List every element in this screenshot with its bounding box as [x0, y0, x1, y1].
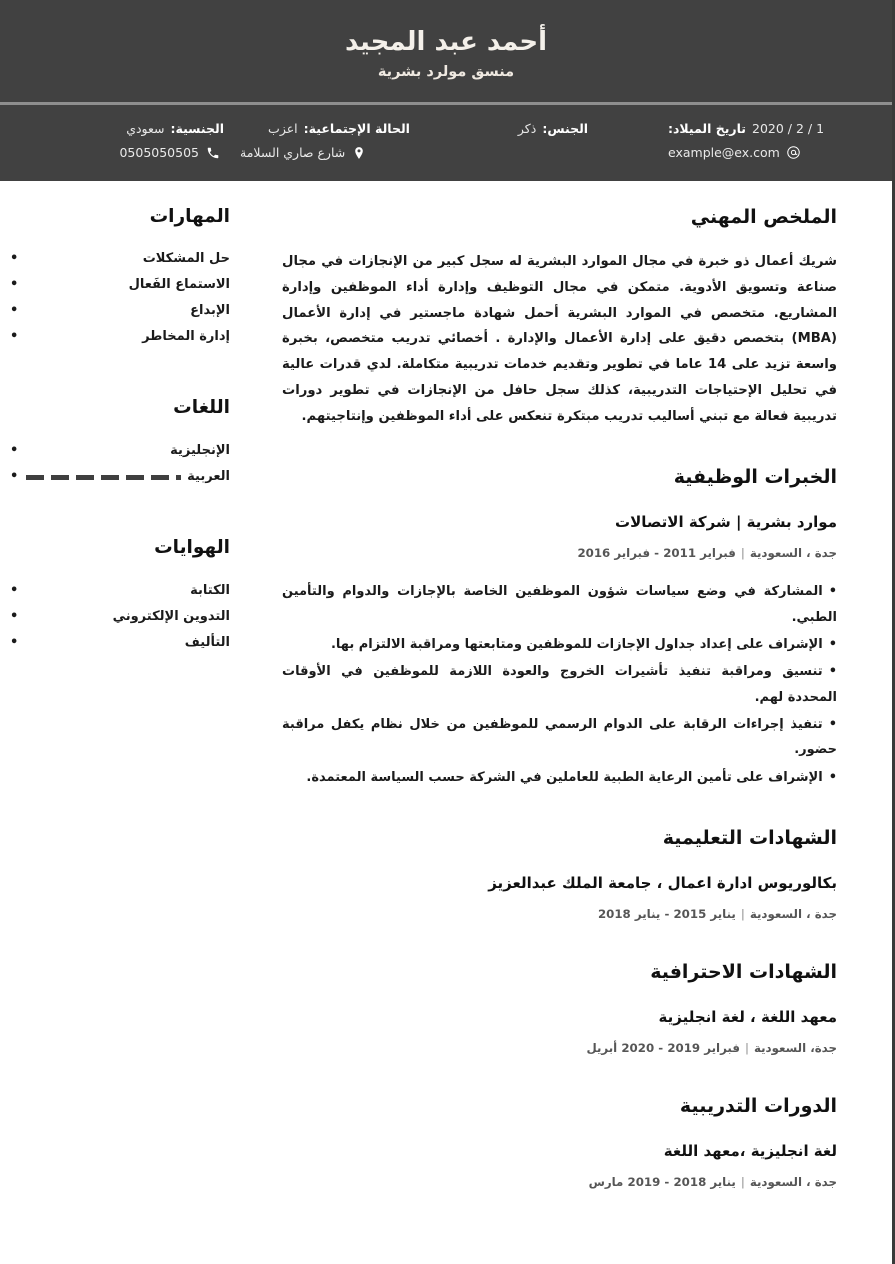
list-item [282, 765, 837, 790]
sidebar-item-hobby: الكتابة • [10, 578, 230, 604]
bullet-dot: • [828, 584, 837, 600]
course-entry [282, 1139, 837, 1193]
list-item [282, 579, 837, 630]
marital-label: الحالة الإجتماعية: [303, 121, 410, 137]
summary-text: شريك أعمال ذو خبرة في مجال الموارد البشرية له سجل كبير من الإنجازات في مجال صناعة وتسويق الأدوية. متمكن في مجال التوظيف وإدارة أداء الموظفين وإدارة المشاريع. متخصص في الموارد البشرية أحمل شهادة ماجستير في إدارة الأعمال (MBA) بتخصص دقيق على إدارة الأعمال والإدارة . أخصائي تدريب متخصص، بخبرة واسعة تزيد على 14 عاما في تطوير وتقديم خدمات تدريبية متكاملة. لدي قدرات عالية في تحليل الإحتياجات التدريبية، كذلك سجل حافل من الإنجازات في تطوير دورات تدريبية فعالة مع تبني أساليب تدريب مبتكرة تنعكس على أداء الموظفين وإنتاجيتهم. [282, 254, 837, 424]
contact-col-nationality [18, 117, 232, 165]
bullet-dot: • [828, 717, 837, 733]
contact-col-marital [232, 117, 446, 165]
hobbies-list [10, 578, 230, 656]
sidebar-item-language: الإنجليزية • [10, 438, 230, 464]
section-title-certificates: الشهادات الاحترافية [650, 961, 837, 984]
birthdate-value: 2020 / 2 / 1 [752, 121, 825, 137]
gender-label: الجنس: [542, 121, 589, 137]
marital-field [240, 117, 438, 141]
language-row [24, 464, 230, 490]
cv-body [0, 181, 892, 1227]
marital-value: اعزب [268, 121, 298, 137]
certificate-entry-title: معهد اللغة ، لغة انجليزية [658, 1007, 837, 1026]
address-field [240, 141, 438, 165]
section-title-languages: اللغات [173, 397, 230, 419]
job-title: منسق مولرد بشرية [377, 64, 515, 81]
certificate-entry [282, 1005, 837, 1059]
meta-separator: | [740, 1175, 745, 1190]
bullet-text: تنسيق ومراقبة تنفيذ تأشيرات الخروج والعودة اللازمة للموظفين في الأوقات المحددة لهم. [282, 664, 837, 705]
certificate-entry-meta [282, 1038, 837, 1058]
nationality-field [26, 117, 224, 141]
meta-separator: | [740, 907, 745, 922]
education-entry-location: جدة ، السعودية [749, 907, 837, 922]
section-certificates [282, 958, 837, 1058]
language-level-bar [26, 475, 181, 480]
sidebar-item-hobby: التدوين الإلكتروني • [10, 604, 230, 630]
course-entry-location: جدة ، السعودية [749, 1175, 837, 1190]
section-title-hobbies: الهوايات [154, 537, 230, 559]
education-entry-dates: يناير 2015 - يناير 2018 [597, 907, 736, 922]
birthdate-label: تاريخ الميلاد: [668, 121, 747, 137]
page-title: أحمد عبد المجيد [344, 27, 548, 57]
education-entry-meta [282, 904, 837, 924]
bullet-text: تنفيذ إجراءات الرقابة على الدوام الرسمي للموظفين من خلال نظام يكفل مراقبة حضور. [282, 717, 837, 758]
section-skills [10, 203, 230, 351]
gender-field [454, 117, 652, 141]
address-value: شارع صاري السلامة [240, 144, 346, 160]
section-education [282, 824, 837, 924]
bullet-text: الإشراف على إعداد جداول الإجازات للموظفين ومتابعتها ومراقبة الالتزام بها. [330, 637, 823, 653]
section-experience [282, 463, 837, 790]
certificate-entry-location: جدة، السعودية [753, 1041, 837, 1056]
email-value: example@ex.com [668, 144, 780, 160]
bullet-text: المشاركة في وضع سياسات شؤون الموظفين الخاصة بالإجازات والدوام والتأمين الطبي. [282, 584, 837, 625]
experience-bullet-list [282, 579, 837, 790]
sidebar-item-skill: إدارة المخاطر • [10, 324, 230, 350]
nationality-value: سعودي [126, 121, 165, 137]
email-field[interactable] [668, 141, 866, 165]
experience-entry-title: موارد بشرية | شركة الاتصالات [615, 512, 837, 531]
sidebar-item-hobby: التأليف • [10, 630, 230, 656]
experience-entry-dates: فبراير 2011 - فبراير 2016 [577, 546, 736, 561]
location-pin-icon [351, 145, 366, 160]
experience-entry [282, 510, 837, 790]
education-entry [282, 871, 837, 925]
list-item [282, 632, 837, 657]
section-languages [10, 394, 230, 490]
section-title-summary: الملخص المهني [690, 205, 837, 228]
list-item [282, 712, 837, 763]
education-entry-title: بكالوريوس ادارة اعمال ، جامعة الملك عبدالعزيز [488, 873, 837, 892]
bullet-dot: • [828, 769, 837, 785]
meta-separator: | [744, 1041, 749, 1056]
at-sign-icon [786, 145, 801, 160]
main-column [252, 181, 892, 1227]
contact-col-gender [446, 117, 660, 141]
nationality-label: الجنسية: [170, 121, 224, 137]
phone-field[interactable] [26, 141, 224, 165]
phone-value: 0505050505 [119, 144, 199, 160]
bullet-dot: • [828, 637, 837, 653]
section-title-courses: الدورات التدريبية [679, 1095, 837, 1118]
language-name: العربية [187, 469, 230, 485]
skills-list [10, 246, 230, 350]
experience-entry-meta [282, 543, 837, 563]
course-entry-dates: يناير 2018 - 2019 مارس [588, 1175, 736, 1190]
course-entry-title: لغة انجليزية ،معهد اللغة [663, 1141, 837, 1160]
phone-icon [205, 145, 220, 160]
sidebar-item-skill: الاستماع الفَعال • [10, 272, 230, 298]
section-hobbies [10, 534, 230, 656]
contact-row [18, 117, 874, 165]
experience-entry-location: جدة ، السعودية [749, 546, 837, 561]
sidebar-item-skill: الإبداع • [10, 298, 230, 324]
cv-header [0, 0, 892, 102]
section-title-experience: الخبرات الوظيفية [673, 466, 837, 489]
certificate-entry-dates: فبراير 2019 - 2020 أبريل [586, 1041, 740, 1056]
birthdate-field [668, 117, 866, 141]
sidebar [0, 181, 252, 1227]
section-courses [282, 1092, 837, 1192]
sidebar-item-skill: حل المشكلات • [10, 246, 230, 272]
section-title-education: الشهادات التعليمية [662, 827, 837, 850]
contact-info-bar [0, 105, 892, 181]
section-summary [282, 203, 837, 430]
course-entry-meta [282, 1172, 837, 1192]
list-item [282, 659, 837, 710]
languages-list [10, 438, 230, 490]
sidebar-item-language [10, 464, 230, 490]
bullet-text: الإشراف على تأمين الرعاية الطبية للعاملين في الشركة حسب السياسة المعتمدة. [306, 769, 823, 785]
contact-col-birth [660, 117, 874, 165]
gender-value: ذكر [517, 121, 537, 137]
section-title-skills: المهارات [149, 205, 230, 227]
meta-separator: | [740, 546, 745, 561]
bullet-dot: • [828, 664, 837, 680]
